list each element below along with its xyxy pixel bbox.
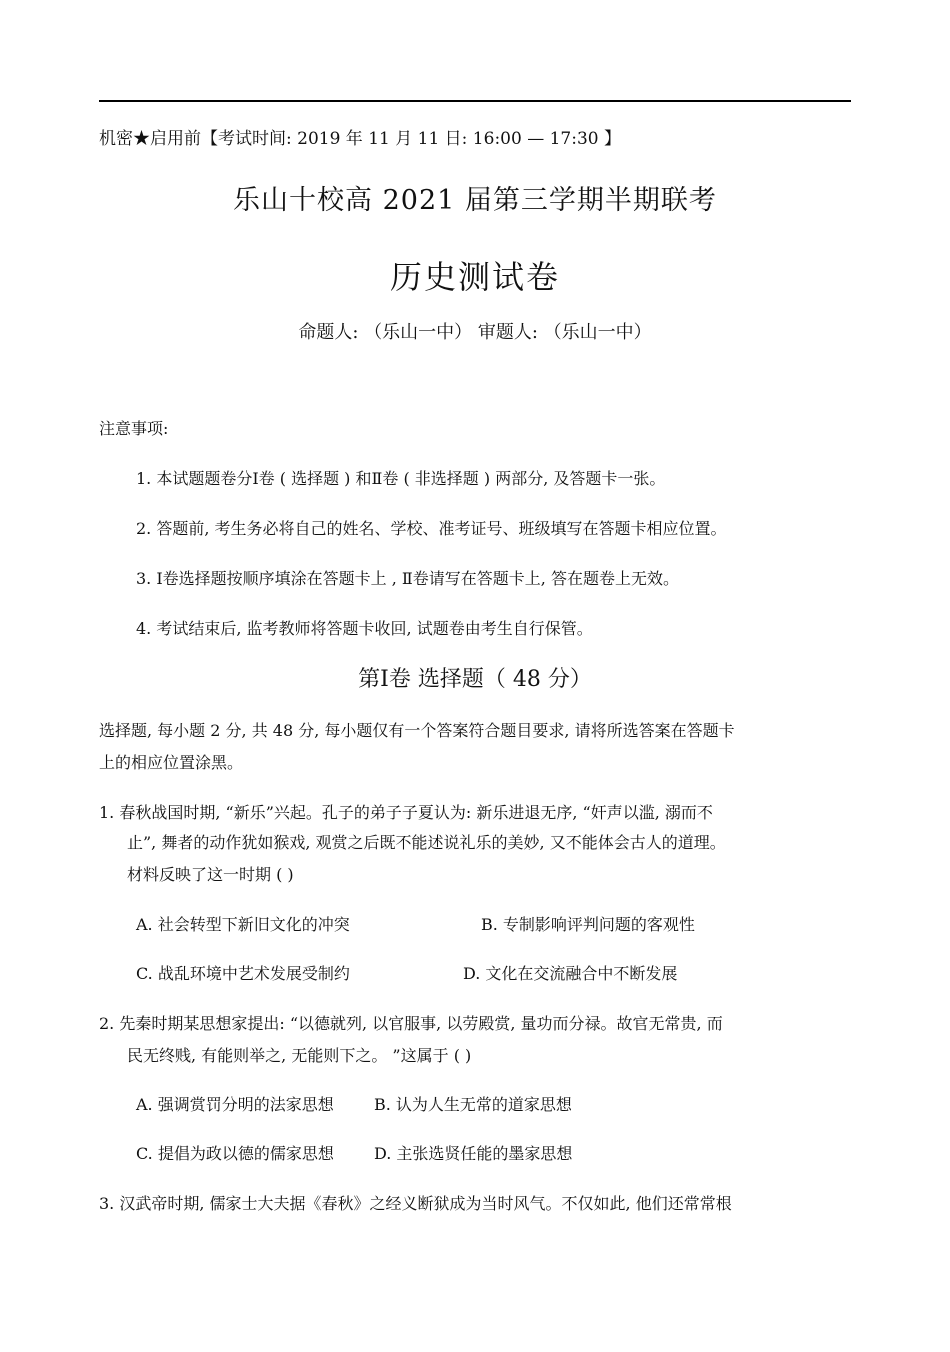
question-3-stem: 3. 汉武帝时期, 儒家士大夫据《春秋》之经义断狱成为当时风气。不仅如此, 他们还常常根 xyxy=(99,1194,732,1213)
question-1-stem: 止”, 舞者的动作犹如猴戏, 观赏之后既不能述说礼乐的美妙, 又不能体会古人的道理。 xyxy=(127,833,726,852)
question-1-option-d: D. 文化在交流融合中不断发展 xyxy=(463,964,678,983)
notice-item: 1. 本试题题卷分Ⅰ卷 ( 选择题 ) 和Ⅱ卷 ( 非选择题 ) 两部分, 及答题卡一张。 xyxy=(136,469,666,488)
exam-authors: 命题人: （乐山一中） 审题人: （乐山一中） xyxy=(298,322,652,343)
question-2-stem: 2. 先秦时期某思想家提出: “以德就列, 以官服事, 以劳殿赏, 量功而分禄。故官无常贵, 而 xyxy=(99,1014,723,1033)
question-1-option-a: A. 社会转型下新旧文化的冲突 xyxy=(136,915,350,934)
section-title: 第Ⅰ卷 选择题（ 48 分） xyxy=(358,667,592,692)
top-rule xyxy=(99,100,851,102)
question-1-stem: 材料反映了这一时期 ( ) xyxy=(127,865,294,884)
section-instruction: 选择题, 每小题 2 分, 共 48 分, 每小题仅有一个答案符合题目要求, 请将所选答案在答题卡 xyxy=(99,721,735,740)
question-2-option-c: C. 提倡为政以德的儒家思想 xyxy=(136,1144,334,1163)
notice-item: 4. 考试结束后, 监考教师将答题卡收回, 试题卷由考生自行保管。 xyxy=(136,619,593,638)
question-2-option-a: A. 强调赏罚分明的法家思想 xyxy=(136,1095,334,1114)
question-1-option-c: C. 战乱环境中艺术发展受制约 xyxy=(136,964,350,983)
question-2-option-b: B. 认为人生无常的道家思想 xyxy=(374,1095,572,1114)
exam-subject-title: 历史测试卷 xyxy=(389,258,560,296)
section-instruction: 上的相应位置涂黑。 xyxy=(99,753,244,772)
question-2-stem: 民无终贱, 有能则举之, 无能则下之。 ”这属于 ( ) xyxy=(127,1046,472,1065)
notice-heading: 注意事项: xyxy=(99,419,169,438)
notice-item: 2. 答题前, 考生务必将自己的姓名、学校、准考证号、班级填写在答题卡相应位置。 xyxy=(136,519,727,538)
question-1-stem: 1. 春秋战国时期, “新乐”兴起。孔子的弟子子夏认为: 新乐进退无序, “奸声以滥, 溺而不 xyxy=(99,803,713,822)
question-1-option-b: B. 专制影响评判问题的客观性 xyxy=(481,915,695,934)
question-2-option-d: D. 主张选贤任能的墨家思想 xyxy=(374,1144,573,1163)
exam-title: 乐山十校高 2021 届第三学期半期联考 xyxy=(233,185,717,216)
exam-time-header: 机密★启用前【考试时间: 2019 年 11 月 11 日: 16:00 — 17:30 】 xyxy=(99,129,622,149)
notice-item: 3. Ⅰ卷选择题按顺序填涂在答题卡上 , Ⅱ卷请写在答题卡上, 答在题卷上无效。 xyxy=(136,569,679,588)
